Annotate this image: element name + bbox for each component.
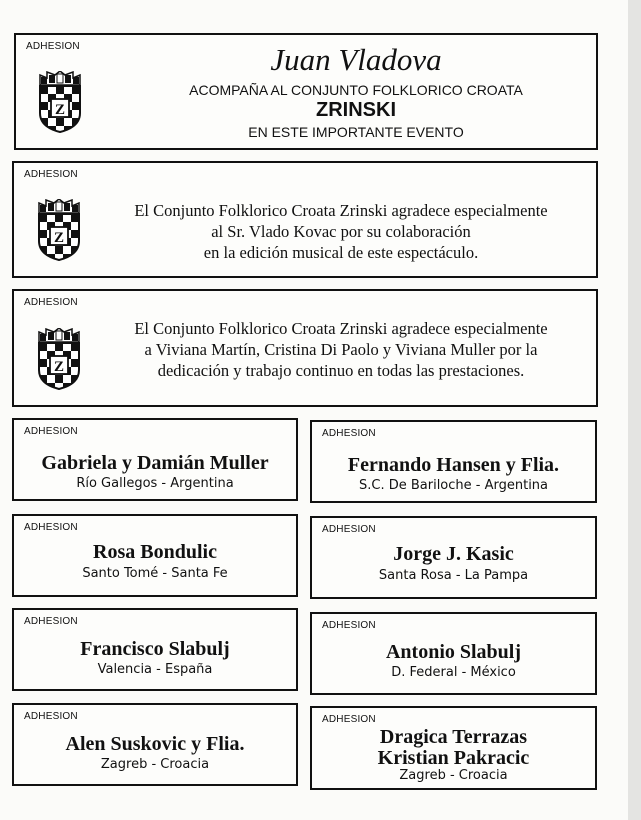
adhesion-location: S.C. De Bariloche - Argentina — [358, 478, 549, 493]
adhesion-tag: ADHESION — [24, 616, 78, 627]
ad-line-3: en la edición musical de este espectáculo. — [203, 243, 479, 262]
ad-line-1: ACOMPAÑA AL CONJUNTO FOLKLORICO CROATA — [189, 82, 523, 98]
adhesion-name: Antonio Slabulj — [385, 641, 522, 663]
adhesion-name: Fernando Hansen y Flia. — [347, 454, 560, 476]
adhesion-box-small — [310, 420, 597, 503]
adhesion-tag: ADHESION — [322, 428, 376, 439]
adhesion-box-small — [12, 608, 298, 691]
adhesion-tag: ADHESION — [24, 426, 78, 437]
adhesion-box-juan-vladova — [14, 33, 598, 150]
ad-line-3: dedicación y trabajo continuo en todas las prestaciones. — [157, 361, 525, 380]
adhesion-tag: ADHESION — [322, 620, 376, 631]
crest-letter: Z — [53, 230, 65, 246]
adhesion-name: Francisco Slabulj — [80, 638, 230, 660]
page-edge — [628, 0, 641, 820]
ad-line-2: al Sr. Vlado Kovac por su colaboración — [211, 222, 471, 241]
zrinski-crest-icon — [36, 199, 82, 261]
adhesion-box-small — [310, 516, 597, 599]
adhesion-name: Rosa Bondulic — [93, 541, 217, 563]
adhesion-tag: ADHESION — [24, 297, 78, 308]
crest-letter: Z — [53, 359, 65, 375]
adhesion-name: Alen Suskovic y Flia. — [65, 733, 245, 755]
adhesion-location: Santo Tomé - Santa Fe — [82, 566, 228, 581]
adhesion-location: D. Federal - México — [391, 665, 516, 680]
adhesion-tag: ADHESION — [24, 522, 78, 533]
adhesion-tag: ADHESION — [24, 711, 78, 722]
adhesion-tag: ADHESION — [24, 169, 78, 180]
adhesion-location: Río Gallegos - Argentina — [76, 476, 234, 491]
adhesion-box-small — [12, 703, 298, 786]
adhesion-tag: ADHESION — [322, 524, 376, 535]
adhesion-box-agradecimiento — [12, 289, 598, 407]
ad-line-1: El Conjunto Folklorico Croata Zrinski agradece especialmente — [134, 319, 548, 338]
adhesion-location: Zagreb - Croacia — [100, 757, 210, 772]
adhesion-box-small — [310, 706, 597, 790]
ad-name: Juan Vladova — [270, 42, 442, 77]
adhesion-name-2: Kristian Pakracic — [377, 747, 530, 769]
adhesion-name: Gabriela y Damián Muller — [41, 452, 269, 474]
ad-line-2: ZRINSKI — [316, 99, 396, 121]
zrinski-crest-icon — [36, 328, 82, 390]
ad-line-3: EN ESTE IMPORTANTE EVENTO — [248, 124, 464, 140]
adhesion-box-vlado-kovac — [12, 161, 598, 278]
adhesion-box-small — [310, 612, 597, 695]
adhesion-box-small — [12, 514, 298, 597]
crest-letter: Z — [54, 102, 66, 118]
ad-line-1: El Conjunto Folklorico Croata Zrinski agradece especialmente — [134, 201, 548, 220]
adhesion-box-small — [12, 418, 298, 501]
adhesion-tag: ADHESION — [322, 714, 376, 725]
adhesion-name: Jorge J. Kasic — [393, 543, 514, 565]
adhesion-name: Dragica Terrazas — [379, 726, 528, 748]
adhesion-location: Valencia - España — [97, 662, 213, 677]
adhesion-location: Santa Rosa - La Pampa — [378, 568, 529, 583]
ad-line-2: a Viviana Martín, Cristina Di Paolo y Viviana Muller por la — [144, 340, 538, 359]
zrinski-crest-icon — [37, 71, 83, 133]
adhesion-tag: ADHESION — [26, 41, 80, 52]
adhesion-location: Zagreb - Croacia — [399, 768, 508, 783]
